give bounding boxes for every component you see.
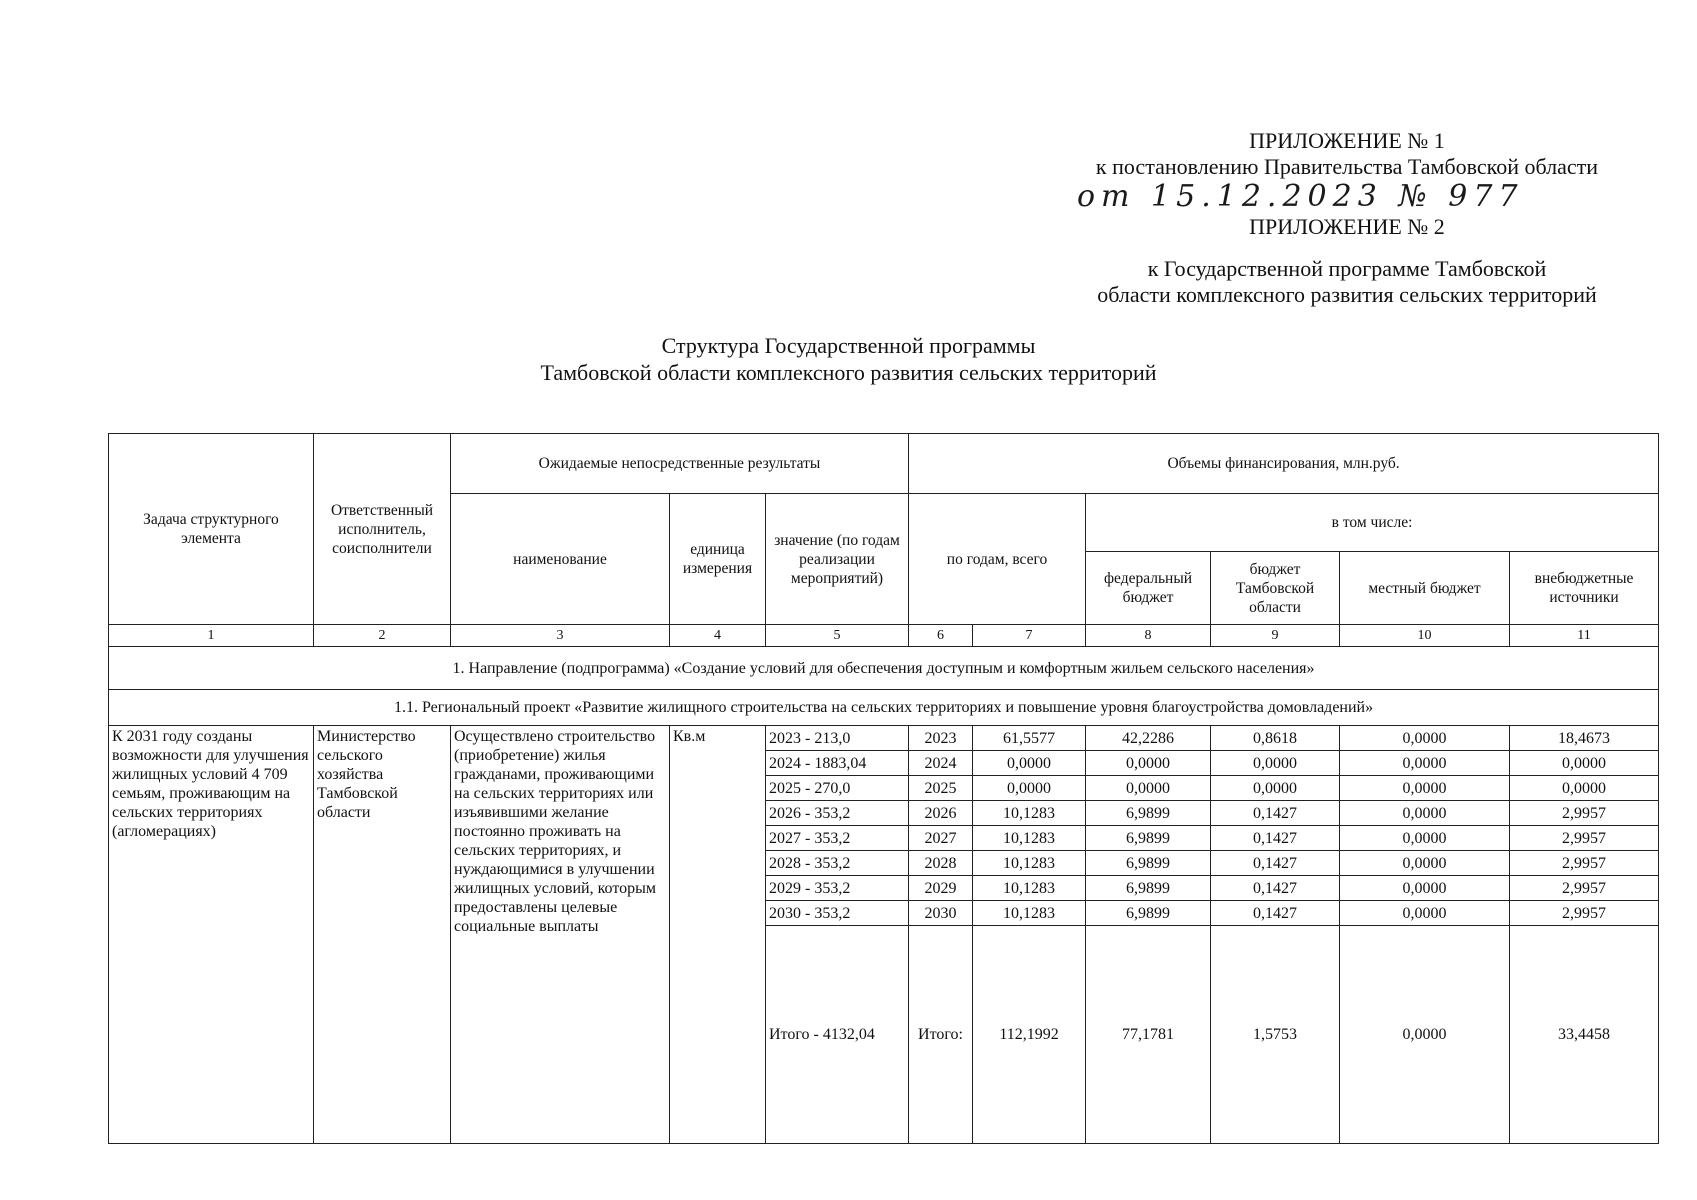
header-financing: Объемы финансирования, млн.руб. bbox=[909, 434, 1659, 494]
header-by-years: по годам, всего bbox=[909, 494, 1086, 625]
header-executor: Ответственный исполнитель, соисполнители bbox=[314, 434, 451, 625]
value-cell: 2030 - 353,2 bbox=[766, 901, 909, 926]
year-cell: 2027 bbox=[909, 826, 973, 851]
column-number: 2 bbox=[314, 625, 451, 647]
local-cell: 0,0000 bbox=[1340, 826, 1510, 851]
header-federal: федеральный бюджет bbox=[1086, 552, 1211, 625]
year-cell: 2023 bbox=[909, 726, 973, 751]
federal-cell: 0,0000 bbox=[1086, 751, 1211, 776]
federal-cell: 6,9899 bbox=[1086, 801, 1211, 826]
federal-cell: 42,2286 bbox=[1086, 726, 1211, 751]
column-number: 10 bbox=[1340, 625, 1510, 647]
total-cell: 10,1283 bbox=[973, 826, 1086, 851]
header-value: значение (по годам реализации мероприятий) bbox=[766, 494, 909, 625]
year-cell: 2029 bbox=[909, 876, 973, 901]
offbudget-cell: 2,9957 bbox=[1510, 851, 1659, 876]
value-cell: 2025 - 270,0 bbox=[766, 776, 909, 801]
total-offbudget-cell: 33,4458 bbox=[1510, 926, 1659, 1144]
offbudget-cell: 2,9957 bbox=[1510, 801, 1659, 826]
direction-row: 1. Направление (подпрограмма) «Создание условий для обеспечения доступным и комфортным жильем сельского населения» bbox=[109, 647, 1659, 690]
appendix-2-reference-line2: области комплексного развития сельских территорий bbox=[1097, 282, 1597, 307]
offbudget-cell: 2,9957 bbox=[1510, 876, 1659, 901]
column-number: 9 bbox=[1211, 625, 1340, 647]
total-cell: 10,1283 bbox=[973, 801, 1086, 826]
federal-cell: 0,0000 bbox=[1086, 776, 1211, 801]
regional-project-row: 1.1. Региональный проект «Развитие жилищного строительства на сельских территориях и повышение уровня благоустройства домовладений» bbox=[109, 690, 1659, 726]
column-number: 3 bbox=[451, 625, 670, 647]
title-line-2: Тамбовской области комплексного развития сельских территорий bbox=[540, 360, 1157, 385]
task-cell: К 2031 году созданы возможности для улучшения жилищных условий 4 709 семьям, проживающим на сельских территориях (агломерациях) bbox=[109, 726, 314, 1144]
value-cell: 2027 - 353,2 bbox=[766, 826, 909, 851]
total-local-cell: 0,0000 bbox=[1340, 926, 1510, 1144]
regional-cell: 0,0000 bbox=[1211, 776, 1340, 801]
offbudget-cell: 0,0000 bbox=[1510, 751, 1659, 776]
local-cell: 0,0000 bbox=[1340, 776, 1510, 801]
value-cell: 2023 - 213,0 bbox=[766, 726, 909, 751]
appendix-2-label: ПРИЛОЖЕНИЕ № 2 bbox=[1249, 214, 1445, 239]
regional-cell: 0,1427 bbox=[1211, 801, 1340, 826]
header-regional: бюджет Тамбовской области bbox=[1211, 552, 1340, 625]
column-number: 1 bbox=[109, 625, 314, 647]
appendix-1-label: ПРИЛОЖЕНИЕ № 1 bbox=[1249, 128, 1445, 153]
program-structure-table bbox=[108, 433, 1659, 1144]
federal-cell: 6,9899 bbox=[1086, 826, 1211, 851]
value-cell: 2029 - 353,2 bbox=[766, 876, 909, 901]
header-offbudget: внебюджетные источники bbox=[1510, 552, 1659, 625]
header-result-name: наименование bbox=[451, 494, 670, 625]
offbudget-cell: 18,4673 bbox=[1510, 726, 1659, 751]
local-cell: 0,0000 bbox=[1340, 901, 1510, 926]
title-line-1: Структура Государственной программы bbox=[661, 333, 1036, 358]
regional-cell: 0,1427 bbox=[1211, 826, 1340, 851]
value-cell: 2026 - 353,2 bbox=[766, 801, 909, 826]
result-name-cell: Осуществлено строительство (приобретение) жилья гражданами, проживающими на сельских территориях или изъявившими желание постоянно проживать на сельских территориях, и нуждающимися в улучшении жилищных условий, которым предоставлены целевые социальные выплаты bbox=[451, 726, 670, 1144]
year-cell: 2028 bbox=[909, 851, 973, 876]
total-cell: 0,0000 bbox=[973, 751, 1086, 776]
column-number: 8 bbox=[1086, 625, 1211, 647]
federal-cell: 6,9899 bbox=[1086, 851, 1211, 876]
total-cell: 61,5577 bbox=[973, 726, 1086, 751]
total-regional-cell: 1,5753 bbox=[1211, 926, 1340, 1144]
column-number: 5 bbox=[766, 625, 909, 647]
total-federal-cell: 77,1781 bbox=[1086, 926, 1211, 1144]
year-cell: 2030 bbox=[909, 901, 973, 926]
column-number: 7 bbox=[973, 625, 1086, 647]
document-title bbox=[0, 332, 1697, 386]
value-cell: 2024 - 1883,04 bbox=[766, 751, 909, 776]
year-cell: 2025 bbox=[909, 776, 973, 801]
appendix-2-reference-line1: к Государственной программе Тамбовской bbox=[1147, 256, 1547, 281]
total-cell: 10,1283 bbox=[973, 901, 1086, 926]
header-local: местный бюджет bbox=[1340, 552, 1510, 625]
unit-cell: Кв.м bbox=[670, 726, 766, 1144]
header-unit: единица измерения bbox=[670, 494, 766, 625]
local-cell: 0,0000 bbox=[1340, 751, 1510, 776]
header-expected-results: Ожидаемые непосредственные результаты bbox=[451, 434, 909, 494]
value-cell: 2028 - 353,2 bbox=[766, 851, 909, 876]
column-number: 11 bbox=[1510, 625, 1659, 647]
offbudget-cell: 2,9957 bbox=[1510, 826, 1659, 851]
total-sum-cell: 112,1992 bbox=[973, 926, 1086, 1144]
local-cell: 0,0000 bbox=[1340, 876, 1510, 901]
header-including: в том числе: bbox=[1086, 494, 1659, 552]
regional-cell: 0,1427 bbox=[1211, 851, 1340, 876]
year-cell: 2026 bbox=[909, 801, 973, 826]
handwritten-date-number: от 15.12.2023 № 977 bbox=[1077, 179, 1524, 214]
local-cell: 0,0000 bbox=[1340, 851, 1510, 876]
total-cell: 10,1283 bbox=[973, 876, 1086, 901]
total-value-cell: Итого - 4132,04 bbox=[766, 926, 909, 1144]
federal-cell: 6,9899 bbox=[1086, 876, 1211, 901]
appendix-1-reference: к постановлению Правительства Тамбовской области bbox=[1095, 154, 1599, 179]
total-cell: 0,0000 bbox=[973, 776, 1086, 801]
header-task: Задача структурного элемента bbox=[109, 434, 314, 625]
year-cell: 2024 bbox=[909, 751, 973, 776]
offbudget-cell: 2,9957 bbox=[1510, 901, 1659, 926]
local-cell: 0,0000 bbox=[1340, 726, 1510, 751]
total-cell: 10,1283 bbox=[973, 851, 1086, 876]
federal-cell: 6,9899 bbox=[1086, 901, 1211, 926]
column-number: 4 bbox=[670, 625, 766, 647]
column-number: 6 bbox=[909, 625, 973, 647]
regional-cell: 0,1427 bbox=[1211, 901, 1340, 926]
executor-cell: Министерство сельского хозяйства Тамбовской области bbox=[314, 726, 451, 1144]
regional-cell: 0,0000 bbox=[1211, 751, 1340, 776]
offbudget-cell: 0,0000 bbox=[1510, 776, 1659, 801]
appendix-stamp bbox=[1037, 128, 1657, 308]
regional-cell: 0,1427 bbox=[1211, 876, 1340, 901]
column-numbers-row bbox=[109, 625, 1659, 647]
local-cell: 0,0000 bbox=[1340, 801, 1510, 826]
regional-cell: 0,8618 bbox=[1211, 726, 1340, 751]
total-label-cell: Итого: bbox=[909, 926, 973, 1144]
